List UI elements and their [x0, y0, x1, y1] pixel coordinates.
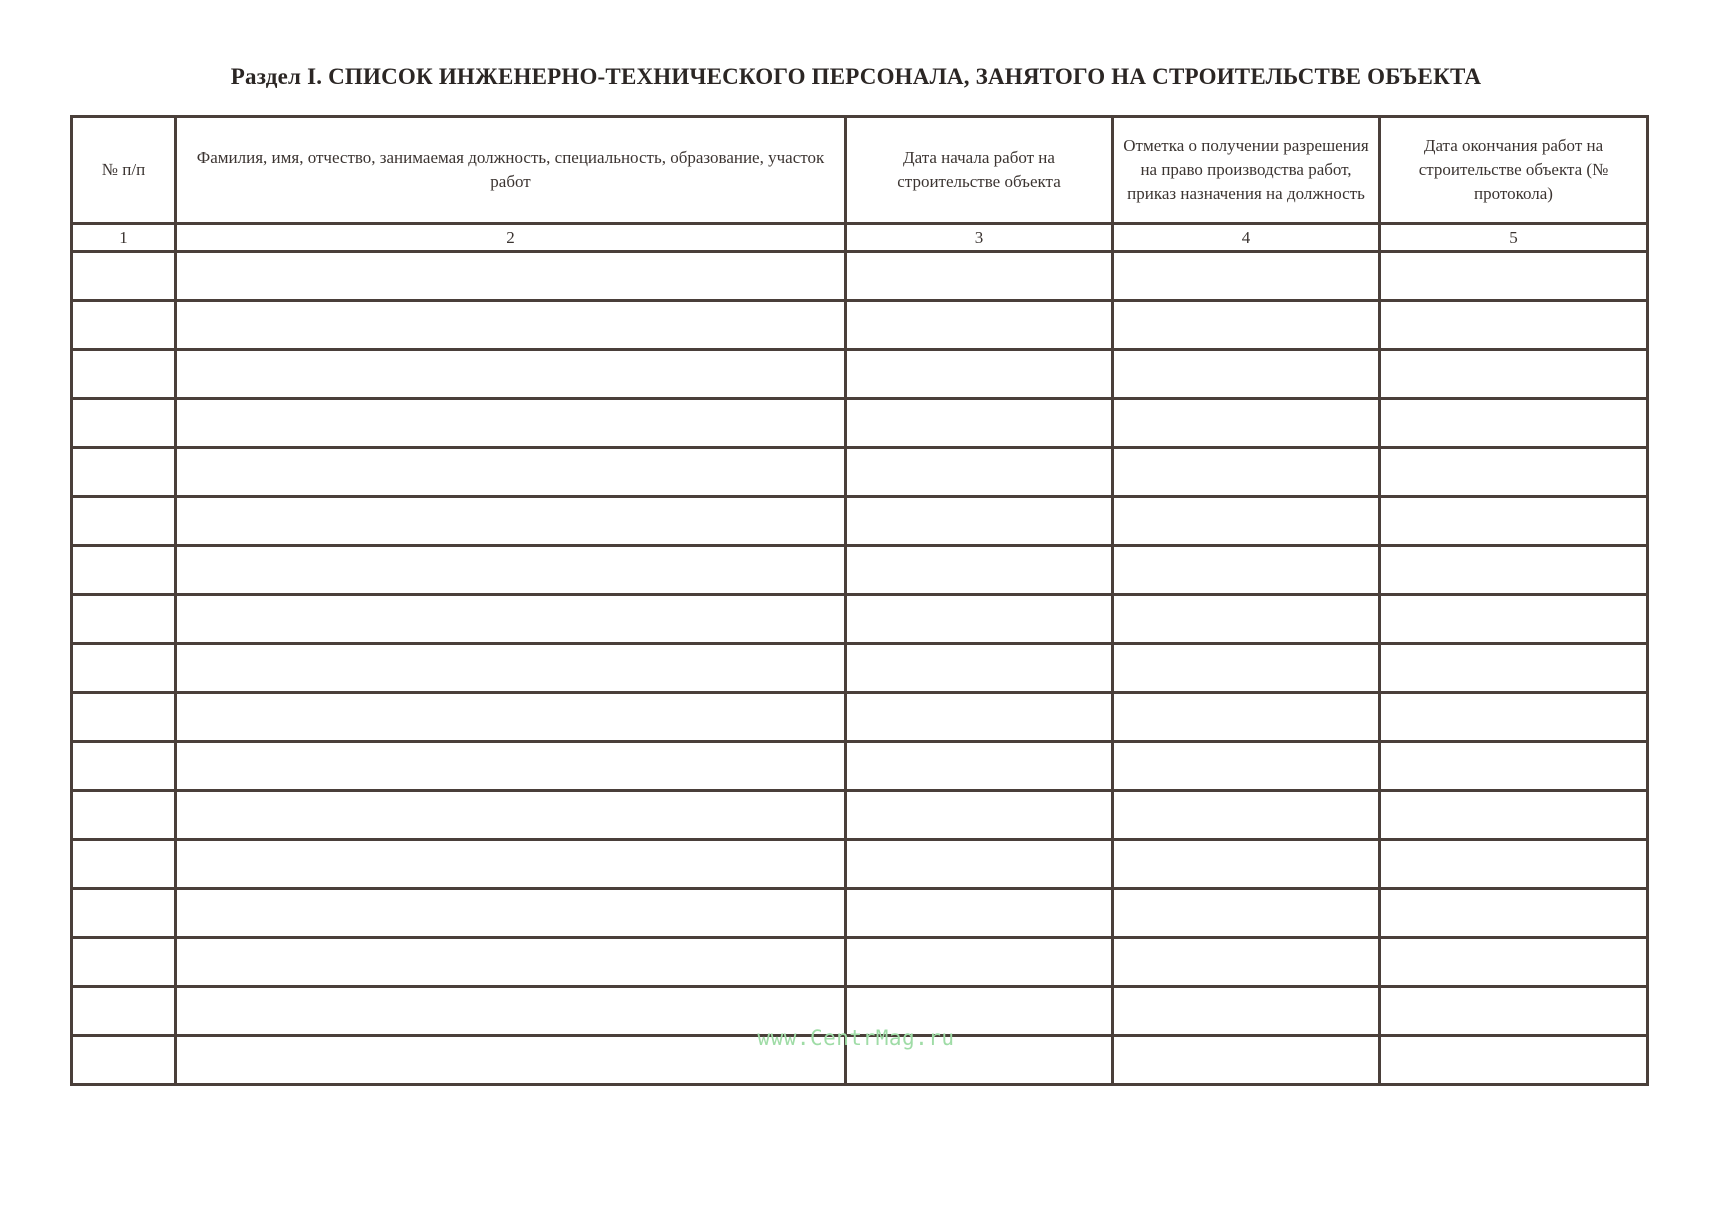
column-number-row	[72, 224, 1648, 252]
header-start-date: Дата начала работ на строительстве объекта	[846, 117, 1113, 224]
watermark-text: www.CentrMag.ru	[757, 1026, 955, 1050]
table-cell	[72, 938, 176, 987]
table-cell	[72, 693, 176, 742]
table-cell	[72, 497, 176, 546]
table-cell	[1113, 693, 1380, 742]
table-cell	[176, 791, 846, 840]
table-cell	[72, 889, 176, 938]
table-cell	[846, 693, 1113, 742]
table-cell	[846, 889, 1113, 938]
table-row	[72, 742, 1648, 791]
header-number: № п/п	[72, 117, 176, 224]
header-row	[72, 117, 1648, 224]
table-cell	[1380, 938, 1648, 987]
table-cell	[1380, 791, 1648, 840]
table-cell	[72, 399, 176, 448]
table-cell	[176, 742, 846, 791]
table-cell	[1380, 399, 1648, 448]
table-cell	[846, 840, 1113, 889]
table-cell	[846, 301, 1113, 350]
column-number: 3	[846, 224, 1113, 252]
table-cell	[176, 889, 846, 938]
table-cell	[72, 301, 176, 350]
table-cell	[1113, 448, 1380, 497]
table-cell	[72, 252, 176, 301]
table-row	[72, 840, 1648, 889]
table-row	[72, 448, 1648, 497]
table-cell	[72, 546, 176, 595]
table-cell	[1113, 301, 1380, 350]
table-cell	[176, 644, 846, 693]
table-cell	[176, 938, 846, 987]
table-cell	[1380, 840, 1648, 889]
table-cell	[846, 546, 1113, 595]
column-number: 5	[1380, 224, 1648, 252]
table-row	[72, 644, 1648, 693]
table-row	[72, 791, 1648, 840]
table-row	[72, 399, 1648, 448]
personnel-table	[70, 115, 1649, 1086]
table-cell	[1380, 693, 1648, 742]
table-row	[72, 889, 1648, 938]
table-cell	[176, 350, 846, 399]
table-cell	[1380, 595, 1648, 644]
column-number: 4	[1113, 224, 1380, 252]
header-end-date: Дата окончания работ на строительстве объекта (№ протокола)	[1380, 117, 1648, 224]
table-cell	[1380, 448, 1648, 497]
table-cell	[1380, 252, 1648, 301]
table-cell	[1113, 644, 1380, 693]
table-cell	[1380, 350, 1648, 399]
table-cell	[176, 595, 846, 644]
table-row	[72, 497, 1648, 546]
table-cell	[72, 350, 176, 399]
table-row	[72, 595, 1648, 644]
column-number: 2	[176, 224, 846, 252]
table-cell	[1113, 840, 1380, 889]
table-cell	[72, 644, 176, 693]
table-cell	[72, 742, 176, 791]
table-row	[72, 938, 1648, 987]
header-full-name: Фамилия, имя, отчество, занимаемая должность, специальность, образование, участок работ	[176, 117, 846, 224]
table-cell	[1113, 399, 1380, 448]
table-cell	[846, 644, 1113, 693]
table-cell	[846, 448, 1113, 497]
section-title: Раздел I. СПИСОК ИНЖЕНЕРНО-ТЕХНИЧЕСКОГО ПЕРСОНАЛА, ЗАНЯТОГО НА СТРОИТЕЛЬСТВЕ ОБЪЕКТА	[230, 64, 1482, 89]
table-cell	[1113, 252, 1380, 301]
table-cell	[846, 497, 1113, 546]
table-cell	[1113, 742, 1380, 791]
table-cell	[1380, 546, 1648, 595]
table-cell	[176, 546, 846, 595]
table-row	[72, 252, 1648, 301]
column-number: 1	[72, 224, 176, 252]
table-cell	[1113, 497, 1380, 546]
table-cell	[846, 399, 1113, 448]
table-cell	[1113, 938, 1380, 987]
table-cell	[1113, 546, 1380, 595]
table-cell	[72, 840, 176, 889]
table-cell	[1380, 889, 1648, 938]
table-cell	[846, 791, 1113, 840]
table-cell	[846, 350, 1113, 399]
table-cell	[176, 399, 846, 448]
table-cell	[846, 595, 1113, 644]
table-cell	[1113, 889, 1380, 938]
table-cell	[1380, 644, 1648, 693]
table-cell	[846, 742, 1113, 791]
table-cell	[1380, 497, 1648, 546]
table-row	[72, 350, 1648, 399]
table-row	[72, 301, 1648, 350]
table-cell	[176, 448, 846, 497]
table-cell	[176, 840, 846, 889]
table-cell	[846, 252, 1113, 301]
header-permission-mark: Отметка о получении разрешения на право производства работ, приказ назначения на должность	[1113, 117, 1380, 224]
table-cell	[1113, 595, 1380, 644]
table-cell	[72, 595, 176, 644]
table-row	[72, 546, 1648, 595]
table-cell	[1113, 791, 1380, 840]
table-cell	[176, 693, 846, 742]
table-cell	[176, 497, 846, 546]
table-cell	[1380, 301, 1648, 350]
table-cell	[72, 791, 176, 840]
table-cell	[1380, 742, 1648, 791]
table-row	[72, 693, 1648, 742]
table-cell	[72, 448, 176, 497]
table-cell	[846, 938, 1113, 987]
table-cell	[1113, 350, 1380, 399]
table-cell	[176, 301, 846, 350]
table-cell	[176, 252, 846, 301]
